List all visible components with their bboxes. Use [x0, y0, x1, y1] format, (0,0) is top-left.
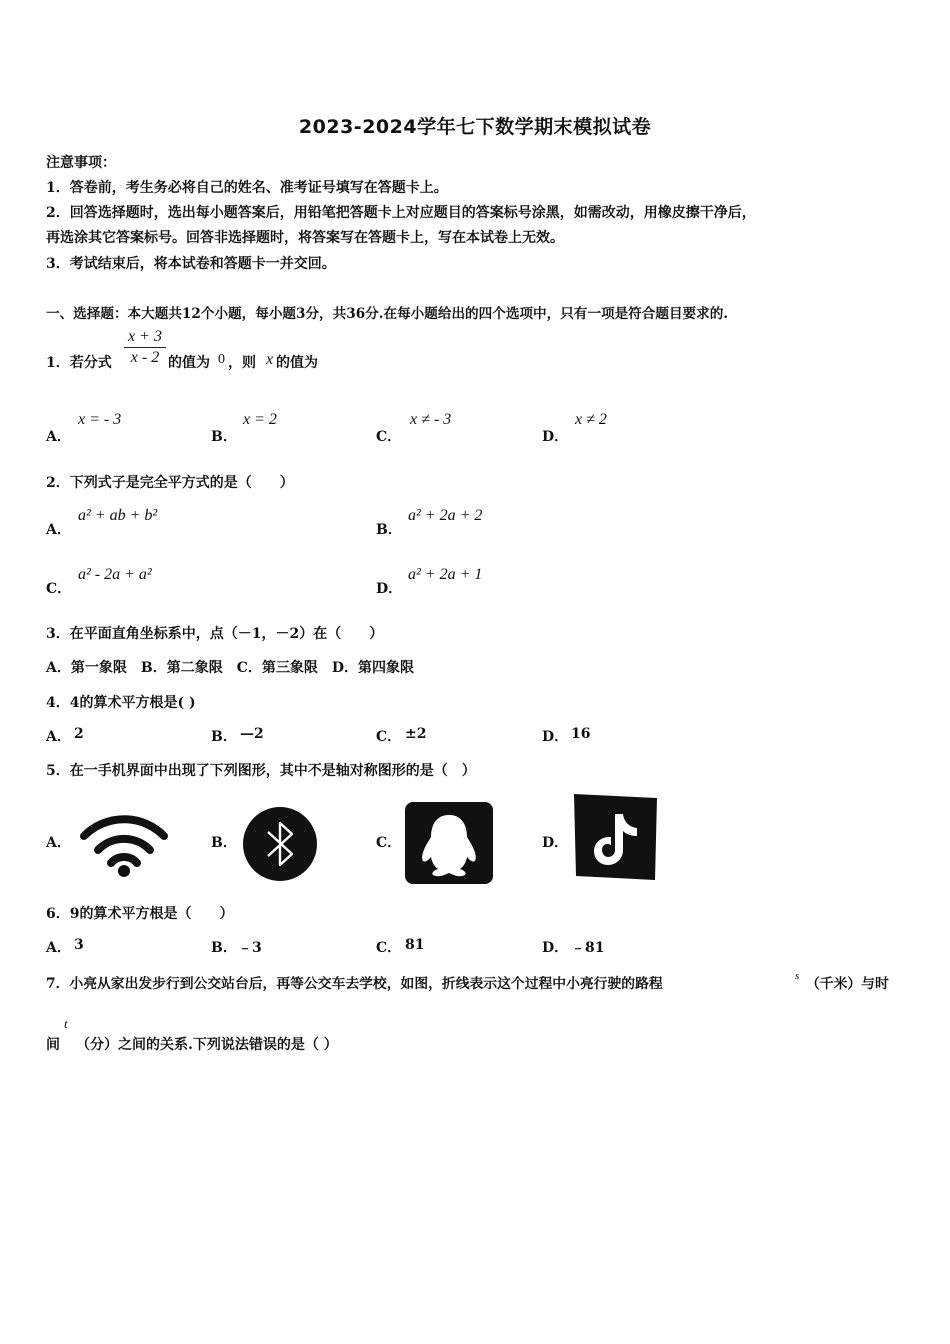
q4-option-a-label: A． — [46, 729, 71, 745]
q1-fraction-numerator: x + 3 — [128, 328, 162, 345]
notes-item-3: 3．考试结束后，将本试卷和答题卡一并交回。 — [46, 256, 336, 272]
q1-suffix: 的值为 — [276, 355, 318, 371]
notes-item-1: 1．答卷前，考生务必将自己的姓名、准考证号填写在答题卡上。 — [46, 180, 448, 196]
q2-option-d-expr: a² + 2a + 1 — [408, 566, 483, 583]
q7-t-var: t — [64, 1016, 68, 1031]
section-heading: 一、选择题：本大题共12个小题，每小题3分，共36分.在每小题给出的四个选项中，只有一项是符合题目要求的. — [46, 306, 729, 322]
q4-option-d-label: D． — [542, 729, 569, 745]
q1-zero: 0 — [218, 352, 225, 367]
q1-option-b-label: B． — [211, 429, 237, 445]
q4-option-c-label: C． — [376, 729, 402, 745]
page-title: 2023-2024学年七下数学期末模拟试卷 — [298, 116, 652, 138]
q7-unit: （千米）与时 — [806, 976, 889, 992]
q1-fraction — [124, 328, 166, 367]
q6-option-a-label: A． — [46, 940, 71, 956]
q2-stem: 2．下列式子是完全平方式的是（ ） — [46, 475, 294, 491]
q1-option-a-label: A． — [46, 429, 71, 445]
q4-option-a-value: 2 — [74, 726, 84, 742]
q1-prefix: 1．若分式 — [46, 355, 112, 371]
q1-comma: ，则 — [228, 355, 256, 371]
music-note-icon — [571, 792, 659, 882]
q5-option-d-label: D． — [542, 835, 569, 851]
q6-option-c-value: 81 — [405, 937, 425, 953]
wifi-icon — [78, 812, 170, 878]
q2-option-a-label: A． — [46, 522, 71, 538]
q4-option-b-value: —2 — [240, 726, 264, 742]
q1-option-d-label: D． — [542, 429, 569, 445]
q2-option-a-expr: a² + ab + b² — [78, 507, 158, 524]
q6-stem: 6．9的算术平方根是（ ） — [46, 906, 234, 922]
q4-option-b-label: B． — [211, 729, 237, 745]
q4-option-c-value: ±2 — [405, 726, 427, 742]
q4-option-d-value: 16 — [571, 726, 591, 742]
q2-option-c-expr: a² - 2a + a² — [78, 566, 152, 583]
q1-option-d-expr: x ≠ 2 — [575, 411, 607, 428]
q1-option-c-label: C． — [376, 429, 402, 445]
q1-option-c-expr: x ≠ - 3 — [410, 411, 452, 428]
q5-stem: 5．在一手机界面中出现了下列图形，其中不是轴对称图形的是（ ） — [46, 763, 476, 779]
q1-fraction-bar — [124, 347, 166, 348]
q6-option-b-label: B． — [211, 940, 237, 956]
notes-item-2-line-1: 2．回答选择题时，选出每小题答案后，用铅笔把答题卡上对应题目的答案标号涂黑，如需改动，用橡皮擦干净后， — [46, 205, 756, 221]
penguin-icon — [404, 801, 494, 885]
q1-option-a-expr: x = - 3 — [78, 411, 122, 428]
q1-var: x — [266, 351, 274, 368]
q2-option-c-label: C． — [46, 581, 72, 597]
q5-option-a-label: A． — [46, 835, 71, 851]
notes-heading: 注意事项： — [46, 155, 116, 171]
q5-option-b-label: B． — [211, 835, 237, 851]
q6-option-d-value: ﹣81 — [571, 940, 605, 956]
bluetooth-icon — [240, 804, 320, 884]
q1-option-b-expr: x = 2 — [243, 411, 277, 428]
q7-line-2-end: （分）之间的关系.下列说法错误的是（ ） — [76, 1037, 338, 1053]
q6-option-b-value: ﹣3 — [238, 940, 262, 956]
q2-option-b-expr: a² + 2a + 2 — [408, 507, 483, 524]
q2-option-b-label: B． — [376, 522, 402, 538]
q5-option-c-label: C． — [376, 835, 402, 851]
q7-line-1: 7．小亮从家出发步行到公交站台后，再等公交车去学校，如图，折线表示这个过程中小亮行驶的路程 — [46, 976, 663, 992]
q6-option-c-label: C． — [376, 940, 402, 956]
q2-option-d-label: D． — [376, 581, 403, 597]
q1-mid: 的值为 — [168, 355, 210, 371]
q1-fraction-denominator: x - 2 — [130, 349, 160, 366]
q7-s-var: s — [795, 970, 800, 982]
q6-option-a-value: 3 — [74, 937, 84, 953]
q7-line-2-start: 间 — [46, 1037, 60, 1053]
q4-stem: 4．4的算术平方根是( ) — [46, 695, 196, 711]
q3-stem: 3．在平面直角坐标系中，点（－1，－2）在（ ） — [46, 626, 384, 642]
q6-option-d-label: D． — [542, 940, 569, 956]
notes-item-2-line-2: 再选涂其它答案标号。回答非选择题时，将答案写在答题卡上，写在本试卷上无效。 — [46, 230, 564, 246]
q3-options: A．第一象限 B．第二象限 C．第三象限 D．第四象限 — [46, 660, 414, 676]
